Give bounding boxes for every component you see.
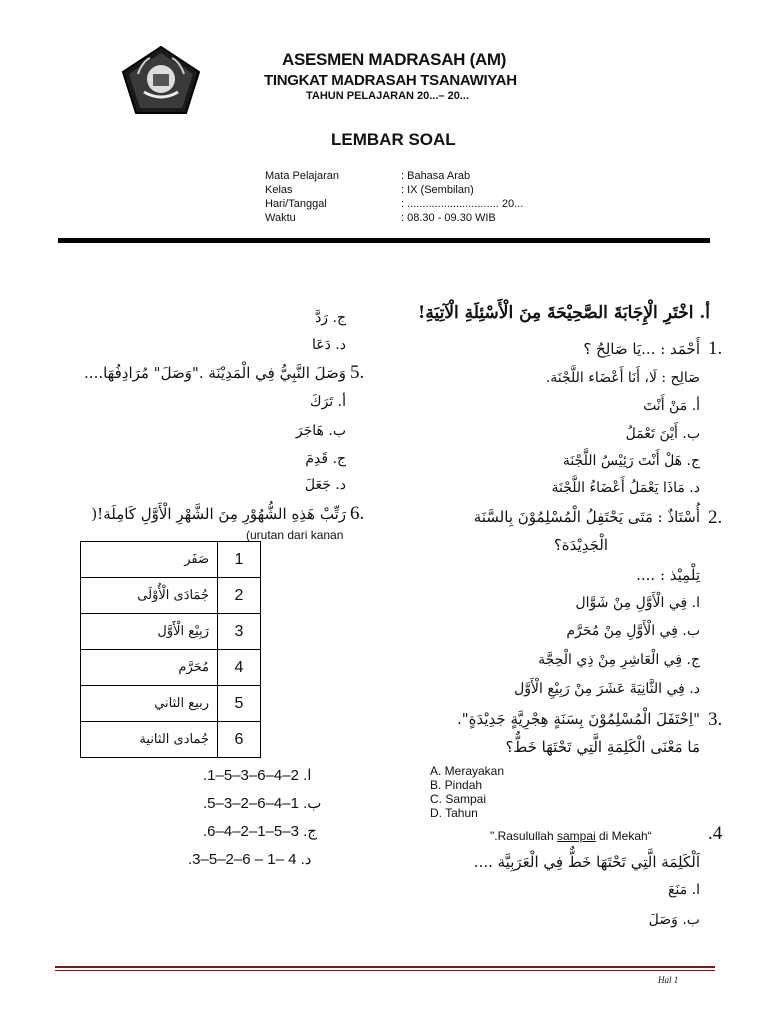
answer-option[interactable]: أ. تَرَكَ [310,394,346,410]
footer-divider [55,966,715,968]
answer-option[interactable]: د. فِي الثَّانِيَةَ عَشَرَ مِنْ رَبِيْعِ الْأَوَّل [514,681,700,697]
month-number: 3 [218,614,261,650]
answer-option[interactable]: د. جَعَلَ [304,477,346,493]
answer-option[interactable]: .3–5–2–6 – 1– 4 .د [188,851,312,868]
table-row [81,722,261,758]
answer-option[interactable]: د. دَعَا [312,337,346,353]
info-label-subject: Mata Pelajaran [265,170,339,182]
section-instruction: أ. اخْتَرِ الْإِجَابَةَ الصَّحِيْحَةَ مِنَ الْأَسْئِلَةِ الْآتِيَةِ! [417,303,710,323]
answer-option[interactable]: B. Pindah [430,778,483,792]
answer-option[interactable]: ج. قَدِمَ [305,451,346,467]
answer-option[interactable]: D. Tahun [430,806,478,820]
exam-title: ASESMEN MADRASAH (AM) [282,50,507,69]
table-row [81,614,261,650]
question-number: 2. [708,507,723,528]
answer-option[interactable]: .5–3–2–6–4–1 .ب [203,795,322,812]
footer-divider [55,970,715,971]
answer-option[interactable]: .1–5–3–6–4–2 .ا [203,767,312,784]
info-value-time: : 08.30 - 09.30 WIB [401,212,496,224]
answer-option[interactable]: ب. هَاجَرَ [295,423,346,439]
info-label-date: Hari/Tanggal [265,198,327,210]
month-number: 4 [218,650,261,686]
question-text: الْجَدِيْدَة؟ [553,536,608,554]
question-text: اَلْكَلِمَة الَّتِي تَحْتَهَا خَطٌّ فِي الْعَرَبِيَّة .... [473,853,700,871]
kemenag-logo-icon [120,44,202,116]
answer-option[interactable]: ج. رَدَّ [315,310,346,326]
info-label-time: Waktu [265,212,296,224]
question-text: رَتِّبْ هَذِهِ الشُّهُوْرِ مِنَ الشَّهْرِ الْأَوَّلِ كَامِلَة!( [91,505,346,523]
month-number: 2 [218,578,261,614]
question-number: 6. [350,503,365,524]
question-text: صَالِح : لَا، أَنَا أَعْضَاء اللَّجْنَة. [545,370,700,386]
answer-option[interactable]: ج. هَلْ أَنْتَ رَئِيْسُ اللَّجْنَة [562,453,700,469]
question-number: 5. [350,362,365,383]
answer-option[interactable]: ا. مَنَعَ [668,882,700,898]
answer-option[interactable]: ج. فِي الْعَاشِرِ مِنْ ذِي الْحِجَّة [538,652,700,668]
question-text-part: di Mekah“ [595,829,652,843]
page-number: Hal 1 [658,975,679,985]
table-row [81,686,261,722]
underlined-word: sampai [556,829,596,843]
info-value-class: : IX (Sembilan) [401,184,474,196]
question-text-part: ".Rasulullah [490,829,557,843]
question-text: مَا مَعْنَى الْكَلِمَةِ الَّتِي تَحْتَهَا خَطٌّ؟ [505,738,700,756]
question-text: تِلْمِيْذ : .... [636,566,700,584]
answer-option[interactable]: ا. فِي الْأَوَّلِ مِنْ شَوَّال [575,595,700,611]
month-number: 6 [218,722,261,758]
question-number: 1. [708,338,723,359]
month-table [80,541,261,758]
month-name: رَبِيْع الْأَوَّل [81,614,218,650]
info-value-subject: : Bahasa Arab [401,170,471,182]
answer-option[interactable]: ب. فِي الْأَوَّلِ مِنْ مُحَرَّم [566,623,700,639]
info-value-date: : .............................. 20... [401,198,524,210]
header-divider [58,238,710,243]
answer-option[interactable]: A. Merayakan [430,764,505,778]
month-name: صَفَر [81,542,218,578]
table-row [81,542,261,578]
question-text: أَحْمَد : ...يَا صَالِحُ ؟ [583,340,700,358]
table-row [81,650,261,686]
question-number: .4 [708,823,723,844]
month-name: جُمَادَى الْأُوْلَى [81,578,218,614]
answer-option[interactable]: أ. مَنْ أَنْتَ [643,398,700,414]
month-name: مُحَرَّم [81,650,218,686]
exam-subtitle: TINGKAT MADRASAH TSANAWIYAH [264,72,517,89]
table-row [81,578,261,614]
question-text [490,829,652,843]
order-note: (urutan dari kanan [246,528,344,542]
answer-option[interactable]: د. مَاذَا يَعْمَلُ أَعْضَاءُ اللَّجْنَة [551,480,700,496]
question-text: أُسْتَاذٌ : مَتَى يَحْتَفِلُ الْمُسْلِمُوْنَ بِالسَّنَة [473,508,700,526]
question-text: "اِحْتَفَلَ الْمُسْلِمُوْنَ بِسَنَةٍ هِجْرِيَّةٍ جَدِيْدَةٍ". [456,710,700,728]
month-name: ربيع الثاني [81,686,218,722]
answer-option[interactable]: .6–4–2–1–5–3 .ج [203,823,317,840]
answer-option[interactable]: C. Sampai [430,792,487,806]
answer-option[interactable]: ب. أَيْنَ تَعْمَلُ [625,426,700,442]
month-name: جُمادى الثانية [81,722,218,758]
month-number: 5 [218,686,261,722]
question-text: وَصَلَ النَّبِيُّ فِي الْمَدِيْنَة ."وَصَلَ" مُرَادِفُهَا.... [84,364,346,382]
info-label-class: Kelas [265,184,293,196]
month-number: 1 [218,542,261,578]
answer-option[interactable]: ب. وَصَلَ [648,912,700,928]
sheet-title: LEMBAR SOAL [331,130,456,149]
question-number: 3. [708,709,723,730]
academic-year: TAHUN PELAJARAN 20...– 20... [306,90,470,102]
